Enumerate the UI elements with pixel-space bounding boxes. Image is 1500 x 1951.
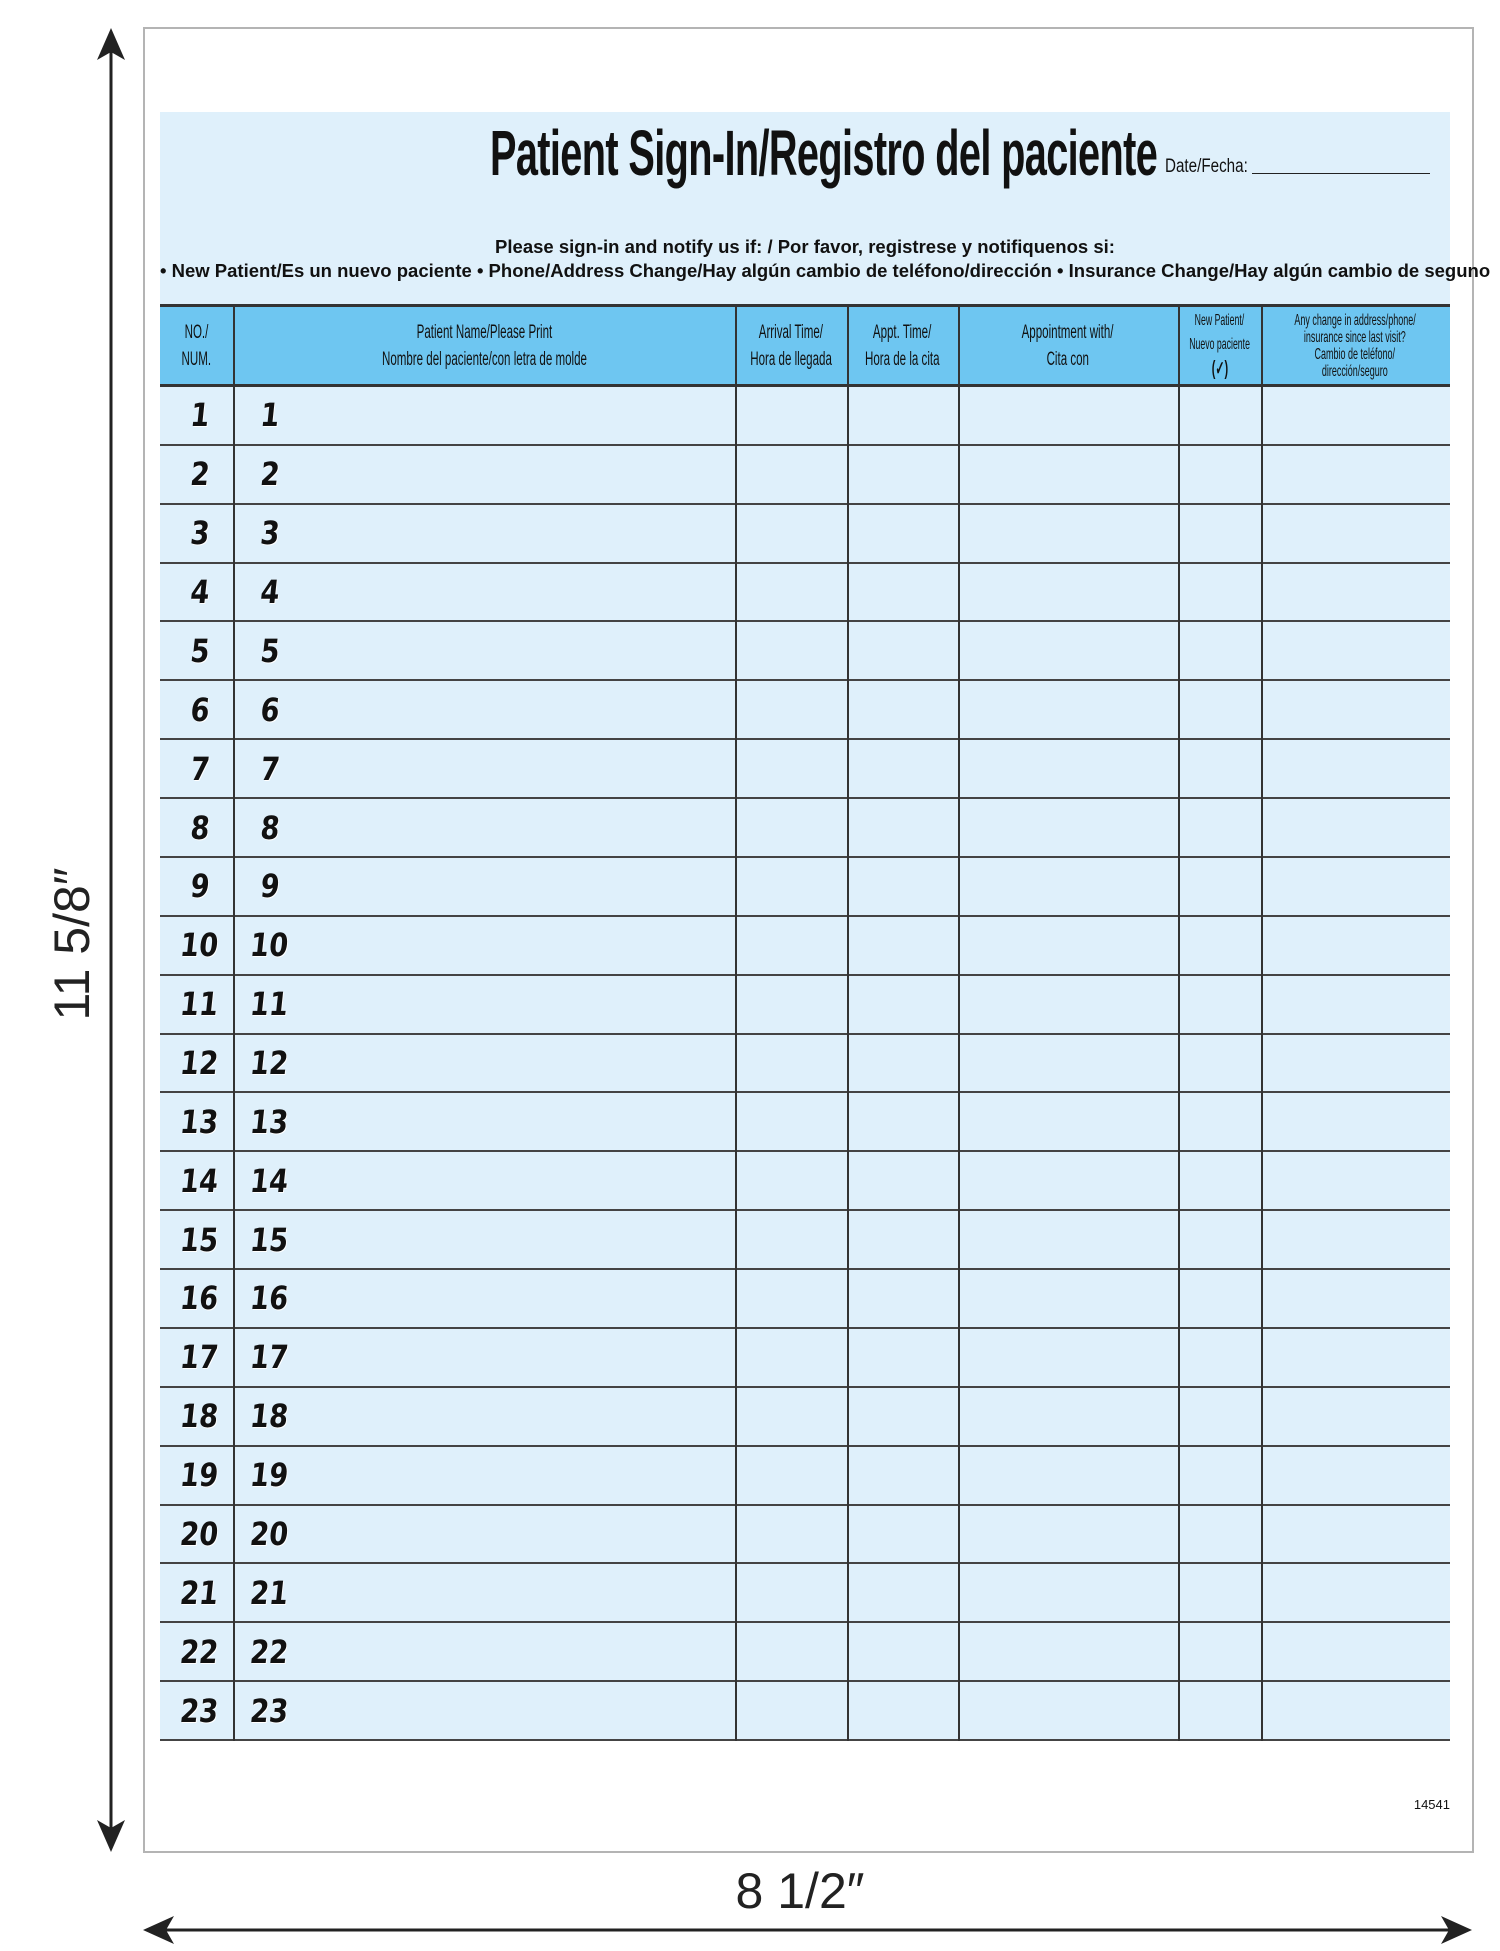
header-appointment-with: Appointment with/ Cita con [1022, 321, 1114, 370]
width-label: 8 1/2″ [735, 1863, 865, 1919]
row-name-number: 18 [248, 1397, 291, 1436]
row-number: 6 [188, 690, 212, 729]
header-patient-name: Patient Name/Please Print Nombre del paciente/con letra de molde [381, 321, 587, 370]
row-number: 21 [178, 1573, 221, 1612]
height-arrow-icon [97, 28, 125, 1852]
header-number: NO./ NUM. [181, 321, 212, 370]
header-appt-time: Appt. Time/ Hora de la cita [865, 321, 940, 370]
row-name-number: 23 [248, 1691, 291, 1730]
row-name-number: 9 [258, 867, 282, 906]
header-any-change: Any change in address/phone/ insurance since last visit? Cambio de teléfono/ dirección/seguro [1294, 311, 1417, 380]
row-number: 12 [178, 1043, 221, 1082]
instruction-line-1: Please sign-in and notify us if: / Por favor, registrese y notifiquenos si: [495, 236, 1115, 257]
row-name-number: 16 [248, 1279, 291, 1318]
row-name-number: 15 [248, 1220, 291, 1259]
row-name-number: 19 [248, 1456, 291, 1495]
row-name-number: 13 [248, 1102, 291, 1141]
form-code: 14541 [1413, 1797, 1450, 1812]
row-number: 15 [178, 1220, 221, 1259]
row-name-number: 11 [248, 985, 291, 1024]
row-number: 17 [178, 1338, 221, 1377]
width-arrow-icon [143, 1916, 1472, 1944]
row-name-number: 21 [248, 1573, 291, 1612]
row-number: 3 [188, 514, 212, 553]
form-title: Patient Sign-In/Registro del paciente [490, 117, 1158, 189]
row-number: 22 [178, 1632, 221, 1671]
date-label: Date/Fecha: [1165, 156, 1248, 177]
row-name-number: 6 [258, 690, 282, 729]
row-number: 16 [178, 1279, 221, 1318]
row-number: 7 [188, 749, 212, 788]
row-name-number: 7 [258, 749, 282, 788]
row-number: 1 [188, 396, 212, 435]
row-number: 8 [188, 808, 212, 847]
row-name-number: 20 [248, 1514, 291, 1553]
row-number: 23 [178, 1691, 221, 1730]
row-name-number: 12 [248, 1043, 291, 1082]
height-label: 11 5/8″ [44, 867, 100, 1021]
instruction-line-2: • New Patient/Es un nuevo paciente • Phone/Address Change/Hay algún cambio de teléfono/dirección • Insurance Change/Hay algún cambio de seguno [160, 260, 1491, 281]
row-number: 19 [178, 1456, 221, 1495]
row-name-number: 14 [248, 1161, 291, 1200]
row-number: 14 [178, 1161, 221, 1200]
row-name-number: 8 [258, 808, 282, 847]
row-name-number: 3 [258, 514, 282, 553]
row-number: 9 [188, 867, 212, 906]
header-arrival-time: Arrival Time/ Hora de llegada [750, 321, 832, 370]
row-number: 11 [178, 985, 221, 1024]
row-name-number: 1 [258, 396, 282, 435]
header-new-patient: New Patient/ Nuevo paciente (✓) [1189, 311, 1250, 380]
row-name-number: 10 [248, 926, 291, 965]
row-number: 4 [188, 573, 212, 612]
row-number: 13 [178, 1102, 221, 1141]
row-number: 10 [178, 926, 221, 965]
row-name-number: 2 [258, 455, 282, 494]
row-number: 18 [178, 1397, 221, 1436]
row-name-number: 22 [248, 1632, 291, 1671]
row-name-number: 5 [258, 631, 282, 670]
row-name-number: 17 [248, 1338, 291, 1377]
row-number: 5 [188, 631, 212, 670]
row-number: 20 [178, 1514, 221, 1553]
row-number: 2 [188, 455, 212, 494]
row-name-number: 4 [258, 573, 282, 612]
